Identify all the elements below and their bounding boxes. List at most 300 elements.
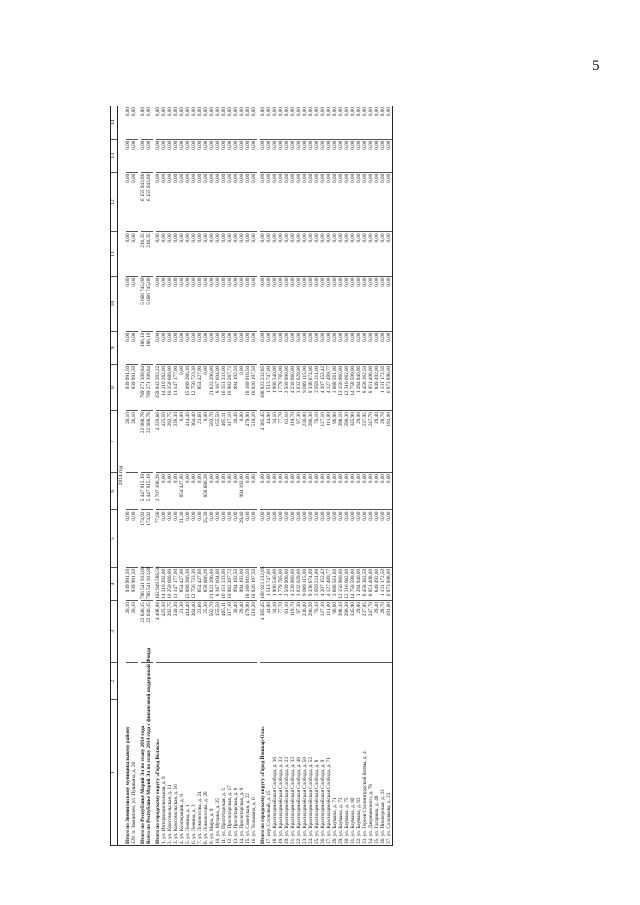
value-cell: 0,00	[204, 364, 210, 410]
value-cell: 939 991,50	[126, 567, 132, 600]
value-cell: 0,00	[222, 472, 228, 510]
value-cell: 11 147 177,00	[174, 364, 180, 410]
value-cell: 0,00	[132, 331, 138, 364]
value-cell: 0,00	[320, 172, 326, 232]
value-cell: 0,00	[314, 106, 320, 139]
value-cell: 0,00	[296, 139, 302, 172]
value-cell: 0,00	[260, 139, 266, 172]
value-cell: 191,00	[386, 411, 392, 473]
value-cell: 12 316 082,00	[343, 568, 350, 599]
value-cell: 0,00	[186, 139, 192, 172]
value-cell: 0,00	[272, 510, 278, 567]
value-cell: 18 926 197,50	[251, 364, 257, 410]
value-cell: 16 151 333,00	[222, 364, 228, 410]
address-cell: 34. ул. Дзержинского, д. 78	[368, 662, 374, 845]
value-cell: 296,30	[308, 411, 314, 473]
value-cell: 0,00	[278, 276, 284, 331]
value-cell: 0,00	[174, 331, 180, 364]
address-cell: 6. ул. Ленина, д. 3	[192, 662, 198, 845]
value-cell: 0,00	[174, 276, 180, 331]
value-cell: 0,00	[326, 510, 332, 567]
value-cell: 0,00	[374, 172, 380, 232]
value-cell: 1 906 540,00	[272, 567, 278, 600]
value-cell: 0,00	[344, 331, 350, 364]
value-cell: 0,00	[266, 232, 272, 276]
value-cell: 4 408,06	[156, 601, 162, 663]
value-cell: 191,00	[386, 601, 392, 663]
value-cell: 0,00	[162, 106, 168, 139]
value-cell: 0,00	[174, 510, 180, 567]
address-cell: 19. ул. Красноармейская Слобода, д. 33	[278, 662, 284, 845]
value-cell: 21,30	[180, 510, 186, 567]
address-cell: 18. ул. Красноармейская Слобода, д. 16	[272, 662, 278, 845]
value-cell: 0,00	[228, 139, 234, 172]
value-cell: 12 756 723,30	[191, 568, 198, 599]
value-cell: 0,00	[198, 331, 204, 364]
value-cell: 0,00	[141, 106, 147, 139]
value-cell: 25,30	[204, 510, 210, 567]
value-cell: 0,00	[186, 232, 192, 276]
value-cell: 0,00	[308, 172, 314, 232]
value-cell: 364,40	[192, 601, 198, 663]
value-cell: 2 959 211,00	[314, 567, 320, 600]
value-cell: 317,10	[228, 601, 234, 663]
value-cell: 0,00	[386, 472, 392, 510]
value-cell: 0,00	[374, 331, 380, 364]
value-cell: 9 338 874,00	[308, 567, 314, 600]
value-cell: 854 427,00	[198, 567, 204, 600]
value-cell: 786 541 913,89	[146, 566, 153, 599]
value-cell: 0,00	[132, 139, 138, 172]
value-cell: 0,00	[332, 139, 338, 172]
address-cell: 4. ул. Кооперации, д. 9	[180, 662, 186, 845]
value-cell: 0,00	[302, 232, 308, 276]
value-cell: 0,00	[198, 139, 204, 172]
value-cell: 0,00	[278, 472, 284, 510]
value-cell: 0,00	[156, 331, 162, 364]
value-cell: 330,30	[174, 601, 180, 663]
value-cell: 0,00	[198, 472, 204, 510]
value-cell: 174,92	[147, 510, 153, 567]
value-cell: 155,50	[216, 411, 222, 473]
value-cell: 330,30	[174, 411, 180, 473]
value-cell: 0,00	[245, 331, 251, 364]
value-cell: 0,00	[204, 331, 210, 364]
value-cell: 0,00	[344, 172, 350, 232]
value-cell: 4 207 152,42	[320, 364, 326, 410]
address-cell: 21. ул. Красноармейская Слобода, д. 33	[290, 662, 296, 845]
value-cell: 119,70	[290, 411, 296, 473]
value-cell: 0,00	[210, 106, 216, 139]
address-cell: 13. ул. Пролетарская, д. 8	[234, 662, 240, 845]
value-cell: 97,30	[296, 601, 302, 663]
value-cell: 0,00	[272, 106, 278, 139]
value-cell: 0,00	[222, 331, 228, 364]
value-cell: 0,00	[156, 139, 162, 172]
value-cell: 18 189 916,50	[245, 364, 251, 410]
value-cell: 0,00	[240, 172, 246, 232]
value-cell: 502,70	[210, 601, 216, 663]
value-cell: 216,35	[141, 232, 147, 276]
value-cell: 0,00	[296, 331, 302, 364]
value-cell: 13 156 960,00	[338, 364, 344, 410]
value-cell: 4 207 152,42	[320, 567, 326, 600]
value-cell: 0,00	[302, 276, 308, 331]
value-cell: 0,00	[266, 472, 272, 510]
value-cell: 0,00	[278, 331, 284, 364]
value-cell: 0,00	[156, 232, 162, 276]
value-cell: 0,00	[302, 139, 308, 172]
value-cell: 0,00	[350, 172, 356, 232]
value-cell: 0,00	[234, 106, 240, 139]
value-cell: 0,00	[326, 276, 332, 331]
value-cell: 0,00	[320, 139, 326, 172]
value-cell: 12 756 723,30	[192, 364, 198, 410]
header-cell: 4	[111, 567, 118, 600]
value-cell: 0,00	[245, 232, 251, 276]
value-cell: 0,00	[278, 510, 284, 567]
value-cell: 0,00	[126, 172, 132, 232]
value-cell: 0,00	[210, 331, 216, 364]
value-cell: 0,00	[332, 472, 338, 510]
value-cell: 0,00	[326, 472, 332, 510]
value-cell: 29,40	[374, 411, 380, 473]
value-cell: 0,00	[272, 172, 278, 232]
value-cell: 8 458 362,50	[362, 364, 368, 410]
header-row	[111, 106, 118, 846]
value-cell: 994 193,00	[240, 567, 246, 600]
value-cell: 0,00	[192, 232, 198, 276]
value-cell: 0,00	[332, 331, 338, 364]
value-cell: 0,00	[320, 331, 326, 364]
value-cell: 0,00	[326, 106, 332, 139]
value-cell: 0,00	[210, 276, 216, 331]
value-cell: 0,00	[240, 331, 246, 364]
value-cell: 6 155 943,86	[147, 172, 153, 232]
value-cell: 0,00	[368, 276, 374, 331]
value-cell: 296,30	[344, 601, 350, 663]
value-cell: 769 271 309,84	[147, 364, 153, 410]
value-cell: 0,00	[228, 276, 234, 331]
value-cell: 0,00	[192, 472, 198, 510]
value-cell: 0,00	[251, 510, 257, 567]
address-cell: 9. ул. Мира, д. 9	[210, 662, 216, 845]
value-cell: 0,00	[198, 232, 204, 276]
value-cell: 0,00	[308, 510, 314, 567]
value-cell: 0,00	[332, 232, 338, 276]
value-cell: 0,00	[362, 510, 368, 567]
value-cell: 0,00	[245, 172, 251, 232]
value-cell: 0,00	[162, 331, 168, 364]
value-cell: 0,00	[296, 232, 302, 276]
value-cell: 0,00	[338, 172, 344, 232]
address-cell: 37. ул. Соловьева, д. 23	[386, 662, 392, 845]
value-cell: 296,30	[308, 601, 314, 663]
value-cell: 0,00	[290, 276, 296, 331]
value-cell: 0,00	[326, 232, 332, 276]
value-cell: 0,00	[302, 472, 308, 510]
value-cell: 0,00	[374, 276, 380, 331]
value-cell: 0,00	[192, 172, 198, 232]
value-cell: 0,00	[308, 139, 314, 172]
value-cell: 4 127 489,77	[326, 364, 332, 410]
value-cell: 994 193,00	[240, 472, 246, 510]
value-cell: 26,10	[132, 601, 138, 663]
value-cell: 0,00	[222, 106, 228, 139]
value-cell: 29,40	[240, 601, 246, 663]
value-cell: 0,00	[228, 232, 234, 276]
value-cell: 8 458 362,50	[362, 567, 368, 600]
value-cell: 0,00	[168, 472, 174, 510]
value-cell: 0,00	[234, 510, 240, 567]
value-cell: 18 926 197,50	[250, 568, 257, 599]
value-cell: 61,10	[284, 411, 290, 473]
value-cell: 0,00	[350, 139, 356, 172]
header-cell: 13	[111, 139, 118, 172]
value-cell: 0,00	[374, 232, 380, 276]
header-cell: 8	[111, 364, 118, 410]
value-cell: 97,30	[296, 411, 302, 473]
address-cell: 29. ул. Баумана, д. 73	[338, 662, 344, 845]
value-cell: 0,00	[168, 510, 174, 567]
address-cell: 8. ул. Ломоносова, д. 28	[204, 662, 210, 845]
value-cell: 425,10	[162, 411, 168, 473]
value-cell: 10 259 689,00	[168, 364, 174, 410]
value-cell: 0,00	[314, 139, 320, 172]
value-cell: 14 758 599,00	[349, 568, 356, 599]
value-cell: 0,00	[380, 472, 386, 510]
value-cell: 0,00	[180, 331, 186, 364]
value-cell: 127,10	[320, 601, 326, 663]
value-cell: 0,00	[380, 510, 386, 567]
value-cell: 0,00	[204, 232, 210, 276]
value-cell: 0,00	[386, 276, 392, 331]
value-cell: 0,00	[216, 232, 222, 276]
value-cell: 0,00	[308, 106, 314, 139]
address-cell: 129. п. Звенигово, ул. Пушкина, д. 26	[132, 662, 138, 845]
value-cell: 0,00	[344, 232, 350, 276]
header-cell: 7	[111, 411, 118, 473]
value-cell: 0,00	[266, 331, 272, 364]
value-cell: 939 991,50	[132, 364, 138, 410]
value-cell: 0,00	[132, 172, 138, 232]
value-cell: 10 259 689,00	[167, 568, 174, 599]
value-cell: 0,00	[147, 139, 153, 172]
value-cell: 0,00	[368, 106, 374, 139]
value-cell: 939 991,50	[126, 364, 132, 410]
address-cell: 14. ул. Пролетарская, д. 9	[240, 662, 246, 845]
value-cell: 0,00	[204, 276, 210, 331]
value-cell: 0,00	[168, 106, 174, 139]
address-cell: Итого по городскому округу «Город Йошкар-Ола»	[260, 662, 266, 845]
value-cell: 0,00	[320, 232, 326, 276]
value-cell: 3 688 561,00	[332, 567, 338, 600]
value-cell: 77,70	[278, 601, 284, 663]
value-cell: 849 492,00	[374, 567, 380, 600]
value-cell: 479,90	[245, 601, 251, 663]
value-cell: 0,00	[320, 510, 326, 567]
value-cell: 0,00	[356, 510, 362, 567]
value-cell: 0,00	[228, 106, 234, 139]
value-cell: 11 147 177,00	[173, 568, 180, 599]
value-cell: 0,00	[284, 139, 290, 172]
value-cell: 0,00	[260, 276, 266, 331]
value-cell: 14 758 599,00	[350, 364, 356, 410]
value-cell: 465,11	[222, 601, 228, 663]
value-cell: 30,40	[234, 411, 240, 473]
value-cell: 29,00	[356, 601, 362, 663]
value-cell: 0,00	[216, 139, 222, 172]
value-cell: 0,00	[290, 172, 296, 232]
value-cell: 0,00	[362, 106, 368, 139]
value-cell: 0,00	[284, 172, 290, 232]
address-cell: 17. пер. Сосновый, д. 15	[266, 662, 272, 845]
value-cell: 0,00	[234, 172, 240, 232]
value-cell: 0,00	[216, 331, 222, 364]
value-cell: 0,00	[356, 472, 362, 510]
value-cell: 0,00	[240, 364, 246, 410]
value-cell: 0,00	[192, 276, 198, 331]
value-cell: 0,00	[162, 472, 168, 510]
address-cell: 7. ул. Ломоносова, д. 24	[198, 662, 204, 845]
address-cell: 30. ул. Баумана, д. 75	[344, 662, 350, 845]
value-cell: 8 051 408,00	[368, 364, 374, 410]
value-cell: 858 686,28	[204, 567, 210, 600]
value-cell: 3 032 029,00	[296, 567, 302, 600]
address-cell: 12. ул. Пролетарская, д. 17	[228, 662, 234, 845]
value-cell: 0,00	[374, 106, 380, 139]
value-cell: 0,00	[174, 472, 180, 510]
value-cell: 119,70	[290, 601, 296, 663]
value-cell: 0,00	[356, 172, 362, 232]
value-cell: 0,00	[210, 232, 216, 276]
value-cell: 0,00	[380, 276, 386, 331]
value-cell: 0,00	[240, 411, 246, 473]
value-cell: 502,70	[210, 411, 216, 473]
value-cell: 854 427,00	[198, 364, 204, 410]
value-cell: 5 666 745,00	[141, 276, 147, 331]
value-cell: 0,00	[368, 139, 374, 172]
value-cell: 0,00	[368, 472, 374, 510]
value-cell: 0,00	[296, 472, 302, 510]
address-cell: 27. ул. Красноармейская Слобода, д. 71	[326, 662, 332, 845]
value-cell: 0,00	[332, 276, 338, 331]
header-cell: 2	[111, 662, 118, 700]
value-cell: 0,00	[356, 106, 362, 139]
value-cell: 29,40	[240, 510, 246, 567]
address-cell: Итого по Звениговскому муниципальному району	[126, 662, 132, 845]
value-cell: 4 385,45	[260, 601, 266, 663]
value-cell: 0,00	[251, 232, 257, 276]
value-cell: 186,10	[141, 331, 147, 364]
value-cell: 0,00	[245, 472, 251, 510]
header-cell: 6	[111, 472, 118, 510]
value-cell: 3 032 029,00	[296, 364, 302, 410]
value-cell: 345,90	[350, 411, 356, 473]
value-cell: 0,00	[356, 276, 362, 331]
value-cell: 854 427,00	[180, 472, 186, 510]
value-cell: 0,00	[338, 331, 344, 364]
value-cell: 2 959 211,00	[314, 364, 320, 410]
value-cell: 0,00	[228, 472, 234, 510]
value-cell: 0,00	[222, 232, 228, 276]
value-cell: 0,00	[132, 106, 138, 139]
value-cell: 398,10	[338, 601, 344, 663]
value-cell: 0,00	[290, 139, 296, 172]
value-cell: 858 686,28	[204, 472, 210, 510]
value-cell: 510,20	[251, 601, 257, 663]
value-cell: 30,40	[234, 601, 240, 663]
value-cell: 1 779 785,00	[278, 364, 284, 410]
value-cell: 0,00	[380, 139, 386, 172]
value-cell: 21 822 296,00	[210, 364, 216, 410]
value-cell: 76,10	[314, 411, 320, 473]
value-cell: 0,00	[296, 106, 302, 139]
value-cell: 0,00	[332, 510, 338, 567]
address-cell: 5. ул. Ленина, д. 1	[186, 662, 192, 845]
value-cell: 0,00	[278, 172, 284, 232]
value-cell: 0,00	[302, 172, 308, 232]
value-cell: 0,00	[228, 172, 234, 232]
value-cell: 0,00	[174, 139, 180, 172]
value-cell: 0,00	[192, 139, 198, 172]
value-cell: 0,00	[344, 510, 350, 567]
value-cell: 0,00	[266, 106, 272, 139]
value-cell: 0,00	[198, 276, 204, 331]
address-cell: 33. ул. Героев Сталинградской битвы, д. 4	[362, 662, 368, 845]
address-cell: 23. ул. Красноармейская Слобода, д. 50	[302, 662, 308, 845]
value-cell: 0,00	[162, 510, 168, 567]
value-cell: 0,00	[380, 331, 386, 364]
value-cell: 23,60	[198, 411, 204, 473]
header-cell: 1	[111, 700, 118, 846]
value-cell: 0,00	[356, 232, 362, 276]
value-cell: 0,00	[210, 472, 216, 510]
value-cell: 0,00	[284, 510, 290, 567]
value-cell: 292,75	[168, 411, 174, 473]
value-cell: 0,00	[204, 172, 210, 232]
value-cell: 0,00	[245, 276, 251, 331]
value-cell: 4 230 060,00	[290, 364, 296, 410]
value-cell: 0,00	[272, 331, 278, 364]
value-cell: 168 923 232,85	[260, 364, 266, 410]
value-cell: 0,00	[284, 331, 290, 364]
value-cell: 425,10	[162, 601, 168, 663]
value-cell: 1 131 172,50	[380, 567, 386, 600]
value-cell: 15 099 286,30	[185, 568, 192, 599]
value-cell: 4 127 489,77	[326, 567, 332, 600]
value-cell: 26,10	[126, 411, 132, 473]
value-cell: 0,00	[386, 139, 392, 172]
value-cell: 111,00	[326, 411, 332, 473]
value-cell: 44,90	[266, 601, 272, 663]
value-cell: 0,00	[266, 510, 272, 567]
value-cell: 127,10	[320, 411, 326, 473]
value-cell: 0,00	[266, 276, 272, 331]
value-cell: 0,00	[204, 139, 210, 172]
value-cell: 1 513 747,00	[266, 364, 272, 410]
value-cell: 0,00	[198, 172, 204, 232]
value-cell: 6 973 898,00	[386, 364, 392, 410]
value-cell: 14 310 282,00	[162, 364, 168, 410]
value-cell: 26,10	[126, 601, 132, 663]
header-cell: 3	[111, 601, 118, 663]
value-cell: 0,00	[266, 139, 272, 172]
value-cell: 364,40	[192, 411, 198, 473]
value-cell: 0,00	[350, 232, 356, 276]
value-cell: 8 167 604,00	[216, 567, 222, 600]
value-cell: 0,00	[240, 139, 246, 172]
